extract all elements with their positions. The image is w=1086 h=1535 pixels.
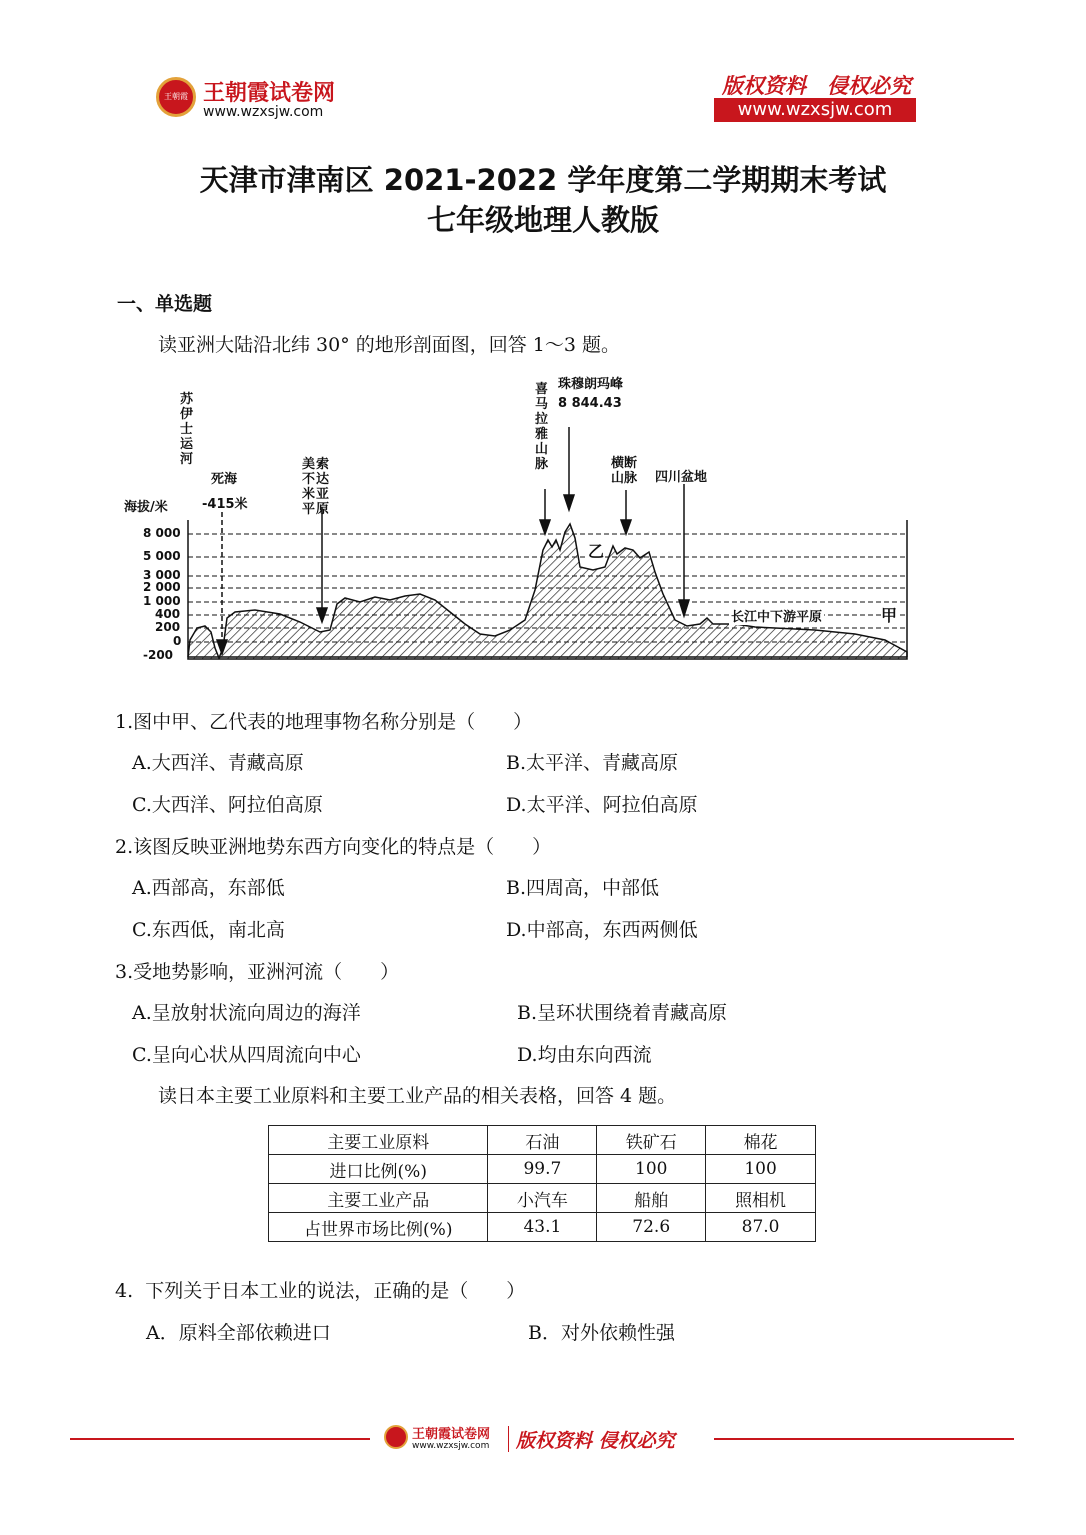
question-2-option-a[interactable]: A.西部高，东部低 xyxy=(132,877,285,899)
footer-logo-name: 王朝霞试卷网 xyxy=(412,1427,491,1442)
table-cell: 石油 xyxy=(488,1126,597,1155)
header-logo xyxy=(156,74,366,124)
label-everest: 珠穆朗玛峰 xyxy=(558,377,624,392)
question-1-option-d[interactable]: D.太平洋、阿拉伯高原 xyxy=(506,794,698,816)
footer-logo-url: www.wzxsjw.com xyxy=(412,1441,490,1451)
question-2-option-d[interactable]: D.中部高，东西两侧低 xyxy=(506,919,698,941)
table-cell: 占世界市场比例(%) xyxy=(269,1213,488,1242)
question-1-option-c[interactable]: C.大西洋、阿拉伯高原 xyxy=(132,794,323,816)
table-row xyxy=(269,1184,816,1213)
table-cell: 船舶 xyxy=(597,1184,706,1213)
logo-badge-text: 王朝霞 xyxy=(164,92,188,101)
terrain-profile-figure xyxy=(115,372,920,667)
y-tick: 200 xyxy=(155,620,181,634)
label-sichuan-basin: 四川盆地 xyxy=(655,470,708,485)
y-axis-title: 海拔/米 xyxy=(124,500,168,515)
copyright-url-banner[interactable]: www.wzxsjw.com xyxy=(714,98,916,122)
question-1-option-a[interactable]: A.大西洋、青藏高原 xyxy=(132,752,304,774)
footer-divider xyxy=(508,1426,509,1452)
footer-logo xyxy=(384,1422,514,1456)
y-tick: 8 000 xyxy=(143,526,181,540)
y-tick: 0 xyxy=(173,634,182,648)
table-cell: 进口比例(%) xyxy=(269,1155,488,1184)
page-subtitle: 七年级地理人教版 xyxy=(426,203,659,237)
label-dead-sea-elevation: -415米 xyxy=(202,497,248,512)
question-3-stem: 3.受地势影响，亚洲河流（ ） xyxy=(115,961,400,983)
label-yangtze-plain: 长江中下游平原 xyxy=(731,610,823,625)
table-cell: 72.6 xyxy=(597,1213,706,1242)
table-cell: 主要工业原料 xyxy=(269,1126,488,1155)
footer-copyright: 版权资料 侵权必究 xyxy=(516,1430,675,1452)
question-3-option-c[interactable]: C.呈向心状从四周流向中心 xyxy=(132,1044,361,1066)
question-1-option-b[interactable]: B.太平洋、青藏高原 xyxy=(506,752,679,774)
footer-rule-left xyxy=(70,1438,370,1440)
label-mesopotamia: 美索不达米亚平原 xyxy=(302,457,331,517)
question-2-option-b[interactable]: B.四周高，中部低 xyxy=(506,877,660,899)
y-tick: 1 000 xyxy=(143,594,181,608)
page-title: 天津市津南区 2021-2022 学年度第二学期期末考试 xyxy=(199,163,887,197)
table-cell: 铁矿石 xyxy=(597,1126,706,1155)
table-cell: 87.0 xyxy=(706,1213,816,1242)
label-jia: 甲 xyxy=(881,606,898,625)
label-yi: 乙 xyxy=(588,542,605,561)
table-cell: 100 xyxy=(706,1155,816,1184)
japan-industry-table xyxy=(268,1125,816,1242)
table-cell: 小汽车 xyxy=(488,1184,597,1213)
table-row xyxy=(269,1126,816,1155)
question-4-option-a[interactable]: A．原料全部依赖进口 xyxy=(146,1322,331,1344)
label-suez-canal: 苏伊士运河 xyxy=(180,392,194,467)
y-tick: 5 000 xyxy=(143,549,181,563)
label-hengduan: 横断山脉 xyxy=(611,456,638,486)
table-cell: 棉花 xyxy=(706,1126,816,1155)
logo-badge-icon xyxy=(156,77,196,117)
question-1-stem: 1.图中甲、乙代表的地理事物名称分别是（ ） xyxy=(115,711,533,733)
table-cell: 99.7 xyxy=(488,1155,597,1184)
table-row xyxy=(269,1155,816,1184)
table-cell: 照相机 xyxy=(706,1184,816,1213)
intro-text-1: 读亚洲大陆沿北纬 30° 的地形剖面图，回答 1～3 题。 xyxy=(158,334,621,356)
data-table xyxy=(268,1125,816,1242)
section-heading: 一、单选题 xyxy=(117,293,213,315)
question-3-option-b[interactable]: B.呈环状围绕着青藏高原 xyxy=(517,1002,728,1024)
footer-rule-right xyxy=(714,1438,1014,1440)
question-3-option-a[interactable]: A.呈放射状流向周边的海洋 xyxy=(132,1002,361,1024)
footer-logo-badge-icon xyxy=(384,1425,408,1449)
question-3-option-d[interactable]: D.均由东向西流 xyxy=(517,1044,652,1066)
question-2-option-c[interactable]: C.东西低，南北高 xyxy=(132,919,285,941)
copyright-notice: 版权资料 侵权必究 xyxy=(722,73,911,98)
table-cell: 100 xyxy=(597,1155,706,1184)
logo-url: www.wzxsjw.com xyxy=(203,104,324,120)
table-cell: 主要工业产品 xyxy=(269,1184,488,1213)
label-dead-sea: 死海 xyxy=(211,472,238,487)
logo-name: 王朝霞试卷网 xyxy=(203,81,336,106)
question-4-stem: 4. 下列关于日本工业的说法，正确的是（ ） xyxy=(115,1280,526,1302)
y-tick: 400 xyxy=(155,607,181,621)
y-tick: 3 000 xyxy=(143,568,181,582)
question-2-stem: 2.该图反映亚洲地势东西方向变化的特点是（ ） xyxy=(115,836,552,858)
table-row xyxy=(269,1213,816,1242)
y-tick: -200 xyxy=(143,648,174,662)
intro-text-2: 读日本主要工业原料和主要工业产品的相关表格，回答 4 题。 xyxy=(158,1085,677,1107)
question-4-option-b[interactable]: B．对外依赖性强 xyxy=(528,1322,675,1344)
table-cell: 43.1 xyxy=(488,1213,597,1242)
y-tick: 2 000 xyxy=(143,580,181,594)
label-himalaya: 喜马拉雅山脉 xyxy=(535,382,549,472)
label-everest-elevation: 8 844.43 xyxy=(558,396,622,411)
